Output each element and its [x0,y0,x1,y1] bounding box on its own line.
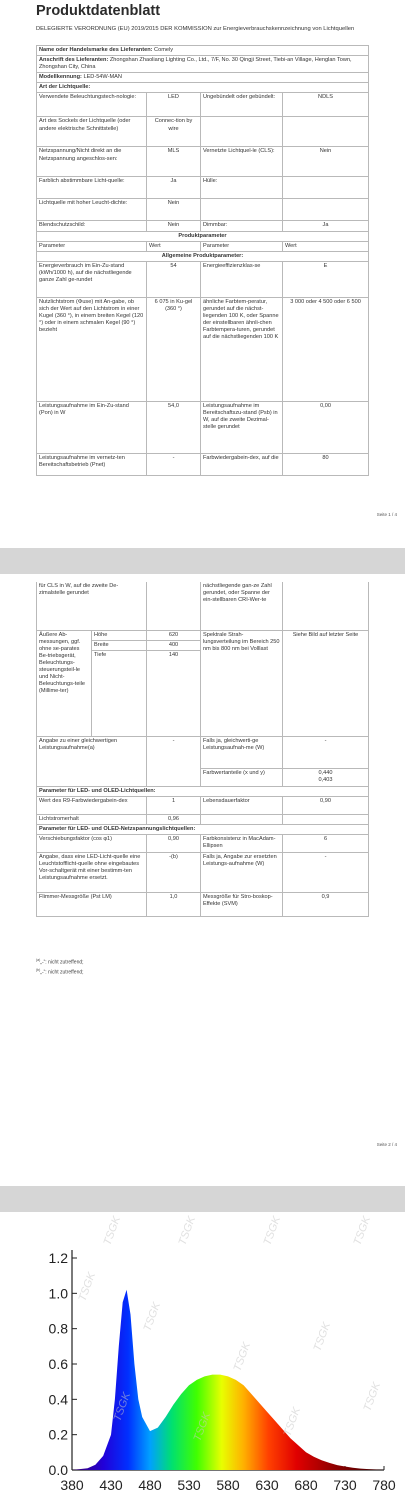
table-row: Verschiebungsfaktor (cos φ1) 0,90 Farbkonsistenz in MacAdam-Ellipsen 6 [37,834,369,852]
table-row: Verwendete Beleuchtungstech-nologie: LED Ungebündelt oder gebündelt: NDLS [37,93,369,117]
led-params-header: Parameter für LED- und OLED-Lichtquellen: [37,786,369,796]
watermark-text: TSGK [111,1390,134,1424]
column-headers: Parameter Wert Parameter Wert [37,241,369,251]
x-tick-label: 580 [216,1477,240,1493]
product-params-header: Produktparameter [37,231,369,241]
table-row: Farbwertanteile (x und y) 0,440 0,403 [37,768,369,786]
table-row: Nutzlichtstrom (Φuse) mit An-gabe, ob sich der Wert auf den Lichtstrom in einer Kugel (360 °), in einem breiten Kegel (120 °) oder in einem schmalen Kegel (90 °) bezieht 6 075 in Ku-gel (360 °) ähnliche Farbtem-peratur, gerundet auf die nächst-liegenden 100 K, oder Spanne der einstellbaren ähnli-chen Farbtempera-turen, gerundet auf die nächstliegenden 100 K 3 000 oder 4 500 oder 6 500 [37,297,369,401]
y-tick-label: 0.0 [48,1462,68,1478]
watermark-text: TSGK [361,1380,384,1414]
page-title: Produktdatenblatt [36,3,161,19]
spectrum-area [72,1290,384,1470]
table-row: für CLS in W, auf die zweite De-zimalstelle gerundet nächstliegende gan-ze Zahl gerundet, oder Spanne der ein-stellbaren CRI-Wer-te [37,582,369,630]
table-row: Lichtstromerhalt 0,96 [37,814,369,824]
trademark-row: Name oder Handelsmarke des Lieferanten: Comely [37,46,369,56]
watermark-text: TSGK [76,1270,99,1304]
table-row: Art des Sockels der Lichtquelle (oder andere elektrische Schnittstelle) Connec-tion by wire [37,117,369,147]
page-number: Seite 2 / 4 [376,1142,397,1147]
table-row: Farblich abstimmbare Licht-quelle: Ja Hülle: [37,177,369,199]
dimensions-label: Äußere Ab-messungen, ggf. ohne se-parates Be-triebsgerät, Beleuchtungs-steuerungsteil-le und Nicht-Beleuchtungs-teile (Millime-ter) [37,630,92,736]
watermark-text: TSGK [261,1214,284,1248]
footnote-a: $^{(a)}$„-“: nicht zutreffend; [36,958,84,966]
watermark-text: TSGK [351,1214,374,1248]
table-row: Wert des R9-Farbwiedergabein-dex 1 Lebensdauerfaktor 0,90 [37,796,369,814]
x-tick-label: 780 [372,1477,396,1493]
table-row: Energieverbrauch im Ein-Zu-stand (kWh/1000 h), auf die nächstliegende ganze Zahl ge-rundet 54 Energieeffizienzklas-se E [37,261,369,297]
watermark-text: TSGK [101,1214,124,1248]
x-tick-label: 680 [294,1477,318,1493]
spectral-distribution-chart [0,1212,405,1500]
y-tick-label: 0.4 [48,1391,68,1408]
table-row: Lichtquelle mit hoher Leucht-dichte: Nein [37,199,369,221]
y-tick-label: 1.0 [48,1285,68,1302]
table-row: Flimmer-Messgröße (Pst LM) 1,0 Messgröße für Stro-boskop-Effekte (SVM) 0,9 [37,892,369,916]
document-page-1 [0,0,405,548]
table-row: Angabe, dass eine LED-Licht-quelle eine Leuchtstofflicht-quelle ohne eingebautes Vor-schaltgerät mit einer bestimm-ten Leistungsaufnahme ersetzt. -(b) Falls ja, Angabe zur ersetzten Leistungs-aufnahme (W) - [37,852,369,892]
x-tick-label: 430 [99,1477,123,1493]
datasheet-table-2 [36,582,369,917]
x-tick-label: 630 [255,1477,279,1493]
watermark-text: TSGK [311,1320,334,1354]
document-page-2 [0,574,405,1186]
y-tick-label: 0.8 [48,1320,68,1337]
watermark-text: TSGK [141,1300,164,1334]
general-params-header: Allgemeine Produktparameter: [37,251,369,261]
table-row: Tiefe 140 [37,650,369,736]
table-row: Blendschutzschild: Nein Dimmbar: Ja [37,221,369,231]
footnote-b: $^{(b)}$„-“: nicht zutreffend; [36,968,84,976]
watermark-text: TSGK [191,1410,214,1444]
x-tick-label: 530 [177,1477,201,1493]
model-row: Modellkennung: LED-54W-MAN [37,73,369,83]
watermark-text: TSGK [231,1340,254,1374]
x-tick-label: 380 [60,1477,84,1493]
type-header: Art der Lichtquelle: [37,83,369,93]
datasheet-table-1 [36,45,369,476]
table-row: Leistungsaufnahme im Ein-Zu-stand (Pon) in W 54,0 Leistungsaufnahme im Bereitschaftszu-stand (Psb) in W, auf die zweite Dezimal-stelle gerundet 0,00 [37,401,369,453]
address-row: Anschrift des Lieferanten: Zhongshan Zhaoliang Lighting Co., Ltd., 7/F, No. 30 Qingji Street, Tiebi-an Village, Henglan Town, Zhongshan City, China [37,56,369,73]
page-number: Seite 1 / 4 [376,512,397,517]
table-row: Äußere Ab-messungen, ggf. ohne se-parates Be-triebsgerät, Beleuchtungs-steuerungsteil-le und Nicht-Beleuchtungs-teile (Millime-ter) Höhe 620 Spektrale Strah-lungsverteilung im Bereich 250 nm bis 800 nm bei Volllast Siehe Bild auf letzter Seite [37,630,369,640]
x-tick-label: 480 [138,1477,162,1493]
y-tick-label: 1.2 [48,1250,68,1266]
watermark-text: TSGK [176,1214,199,1248]
table-row: Netzspannung/Nicht direkt an die Netzspannung angeschlos-sen: MLS Vernetzte Lichtquel-le (CLS): Nein [37,147,369,177]
watermark-text: TSGK [281,1405,304,1439]
regulation-text: DELEGIERTE VERORDNUNG (EU) 2019/2015 DER KOMMISSION zur Energieverbrauchskennzeichnung von Lichtquellen [36,26,355,32]
y-tick-label: 0.2 [48,1426,68,1443]
table-row: Breite 400 [37,640,369,650]
table-row: Angabe zu einer gleichwertigen Leistungsaufnahme(a) - Falls ja, gleichwerti-ge Leistungsaufnah-me (W) - [37,736,369,768]
document-page-3 [0,1212,405,1500]
x-tick-label: 730 [333,1477,357,1493]
mains-params-header: Parameter für LED- und OLED-Netzspannungslichtquellen: [37,824,369,834]
y-tick-label: 0.6 [48,1356,68,1372]
table-row: Leistungsaufnahme im vernetz-ten Bereitschaftsbetrieb (Pnet) - Farbwiedergabein-dex, auf die 80 [37,453,369,475]
